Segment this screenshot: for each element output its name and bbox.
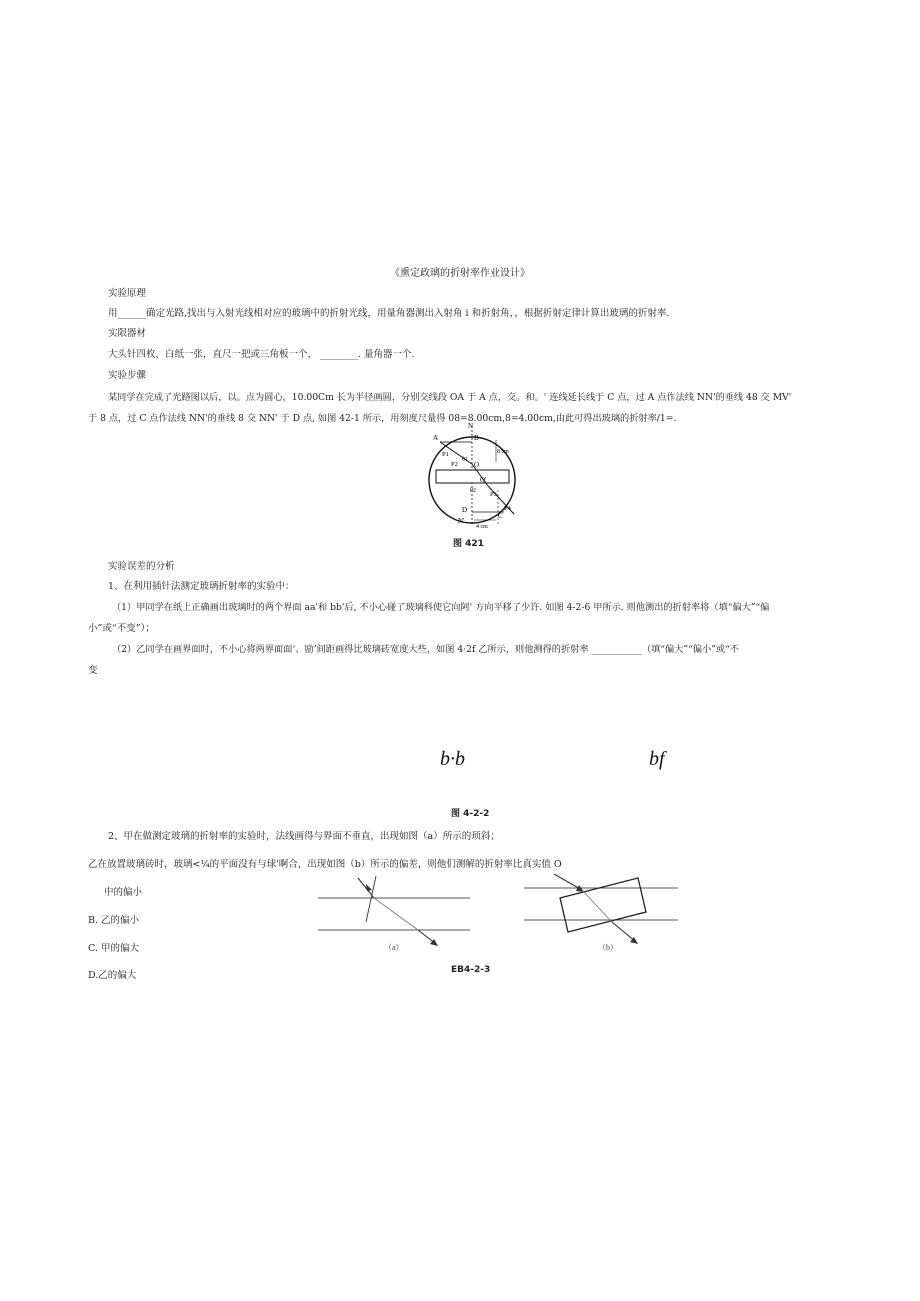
incident-ray <box>358 878 374 898</box>
label-n: N <box>468 422 474 430</box>
label-p1: P1 <box>442 451 449 458</box>
label-o-prime: O' <box>480 476 487 484</box>
section-steps: 实验步骤 <box>108 370 147 381</box>
label-4cm: 4 cm <box>476 524 488 530</box>
label-b: B <box>474 434 479 442</box>
refracted-ray <box>582 890 612 922</box>
label-d: D <box>462 506 468 514</box>
question-1-part-2-line-2: 变 <box>88 665 98 676</box>
question-2-intro: 2、甲在做测定玻璃的折射率的实验时，法线画得与界面不垂直，出现如图（a）所示的顼斜； <box>108 831 500 842</box>
label-p2: P2 <box>451 461 458 468</box>
figure-423a-diagram <box>312 872 480 954</box>
question-1-part-1-line-2: 小”或“不变”）； <box>88 623 155 634</box>
label-b: （b） <box>598 943 618 952</box>
option-b: B. 乙的偏小 <box>88 915 140 926</box>
section-principle: 实验原理 <box>108 288 147 299</box>
label-a: （a） <box>384 943 404 952</box>
question-1-intro: 1、在利用插针法测定玻璃折射率的实验中： <box>108 581 295 592</box>
label-p3: P3 <box>490 491 497 498</box>
equipment-text: 大头针四枚，白纸一张，直尺一把或三角板一个， ________. 量角器一个. <box>108 349 415 360</box>
label-p4: P4 <box>504 505 511 512</box>
label-a: A <box>433 434 439 442</box>
tilted-normal-line <box>366 876 376 922</box>
question-1-part-1-line-1: （1）甲同学在纸上正确画出玻璃时的两个界面 aa'和 bb'后, 不小心碰了玻璃科使它向阿' 方向平移了少许. 如图 4-2-6 甲所示. 则他测出的折射率将（填“偏大”“偏 <box>112 602 770 613</box>
document-title: 《熏定政璃的折射率作业设计》 <box>390 268 530 279</box>
label-theta2: θ2 <box>470 488 476 494</box>
principle-text: 用______确定光路,找出与入射光线相对应的玻璃中的折射光线，用量角器测出入射角 i 和折射角，，根据折射定律计算出玻璃的折射率. <box>108 308 670 319</box>
figure-421-diagram <box>418 420 528 532</box>
label-8cm: 8 cm <box>497 449 509 455</box>
option-a: 中的偏小 <box>104 887 143 898</box>
tilted-glass-block <box>560 878 646 932</box>
figure-423b-diagram <box>518 868 688 954</box>
figure-423-caption: EB4-2-3 <box>451 965 491 975</box>
label-c: C <box>498 512 503 520</box>
incident-arrowhead <box>366 884 372 891</box>
steps-line-1: 某同学在完成了光路图以后，以。点为圆心，10.00Cm 长为半径画圆，分别交线段 OA 于 A 点，交。和。' 连线延长线于 C 点，过 A 点作法线 NN'的垂线 48 交 MV' <box>108 392 792 403</box>
section-equipment: 实限器材 <box>108 328 147 339</box>
refracted-ray <box>374 898 418 930</box>
label-n-prime: N' <box>458 517 465 525</box>
option-d: D.乙的偏大 <box>88 970 137 981</box>
question-2-line-2: 乙在放置玻璃砖时，玻璃<¼的平面没有与球'啊合，出现如图（b）所示的偏差，则他们测解的折射率比真实值 O <box>88 859 562 870</box>
figure-422-label-right: bf <box>649 748 665 770</box>
question-1-part-2-line-1: （2）乙同学在画界面时，不小心将两界面面‘、励’间距画得比玻璃砖宽度大些，如图 4·2f 乙所示，则他测得的折射率 ___________（填“偏大”“偏小”或“不 <box>112 644 739 655</box>
glass-block <box>436 470 509 483</box>
section-error: 实验误差的分析 <box>108 561 175 572</box>
label-theta1: θ1 <box>462 457 468 463</box>
figure-422-caption: 图 4-2-2 <box>451 809 490 819</box>
option-c: C. 甲的偏大 <box>88 943 139 954</box>
steps-line-2: 于 8 点，过 C 点作法线 NN'的垂线 8 交 NN' 于 D 点, 如图 42-1 所示，用刻度尺量得 08=8.00cm,8=4.00cm,由此可得出玻璃的折射率/1=. <box>88 413 677 424</box>
label-o: O <box>474 461 480 469</box>
figure-421-caption: 图 421 <box>453 539 484 549</box>
figure-422-label-left: b·b <box>440 748 465 770</box>
